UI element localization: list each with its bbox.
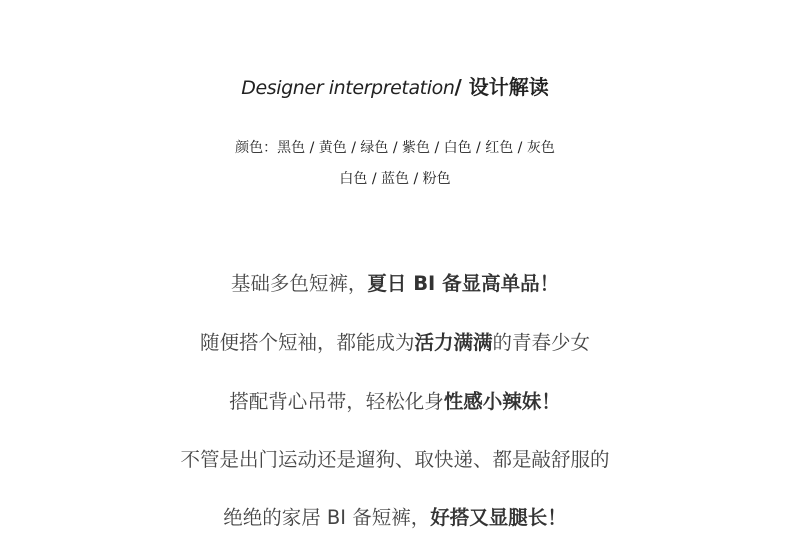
description-text: 搭配背心吊带，轻松化身 <box>229 390 444 413</box>
description-highlight: 活力满满 <box>414 331 493 354</box>
description-highlight: 性感小辣妹！ <box>443 390 561 413</box>
description-line-2 <box>0 328 790 358</box>
description-line-1 <box>0 269 790 299</box>
description-highlight: 好搭又显腿长！ <box>430 506 567 529</box>
description-line-4 <box>0 445 790 475</box>
description-text: 基础多色短裤， <box>230 272 368 295</box>
heading-english: Designer interpretation <box>241 77 455 99</box>
heading-chinese: / 设计解读 <box>454 75 549 99</box>
section-heading <box>0 72 790 104</box>
description-text: 绝绝的家居 BI 备短裤， <box>223 506 431 529</box>
color-options-line-2: 白色 / 蓝色 / 粉色 <box>339 171 451 187</box>
color-options-line-1: 颜色：黑色 / 黄色 / 绿色 / 紫色 / 白色 / 红色 / 灰色 <box>235 140 555 156</box>
description-text: 的青春少女 <box>492 331 591 354</box>
description-highlight: 夏日 BI 备显高单品！ <box>367 272 560 295</box>
description-line-3 <box>0 387 790 417</box>
description-text: 随便搭个短袖，都能成为 <box>199 331 415 354</box>
description-line-5 <box>0 503 790 533</box>
description-text: 不管是出门运动还是遛狗、取快递、都是敲舒服的 <box>180 448 610 471</box>
